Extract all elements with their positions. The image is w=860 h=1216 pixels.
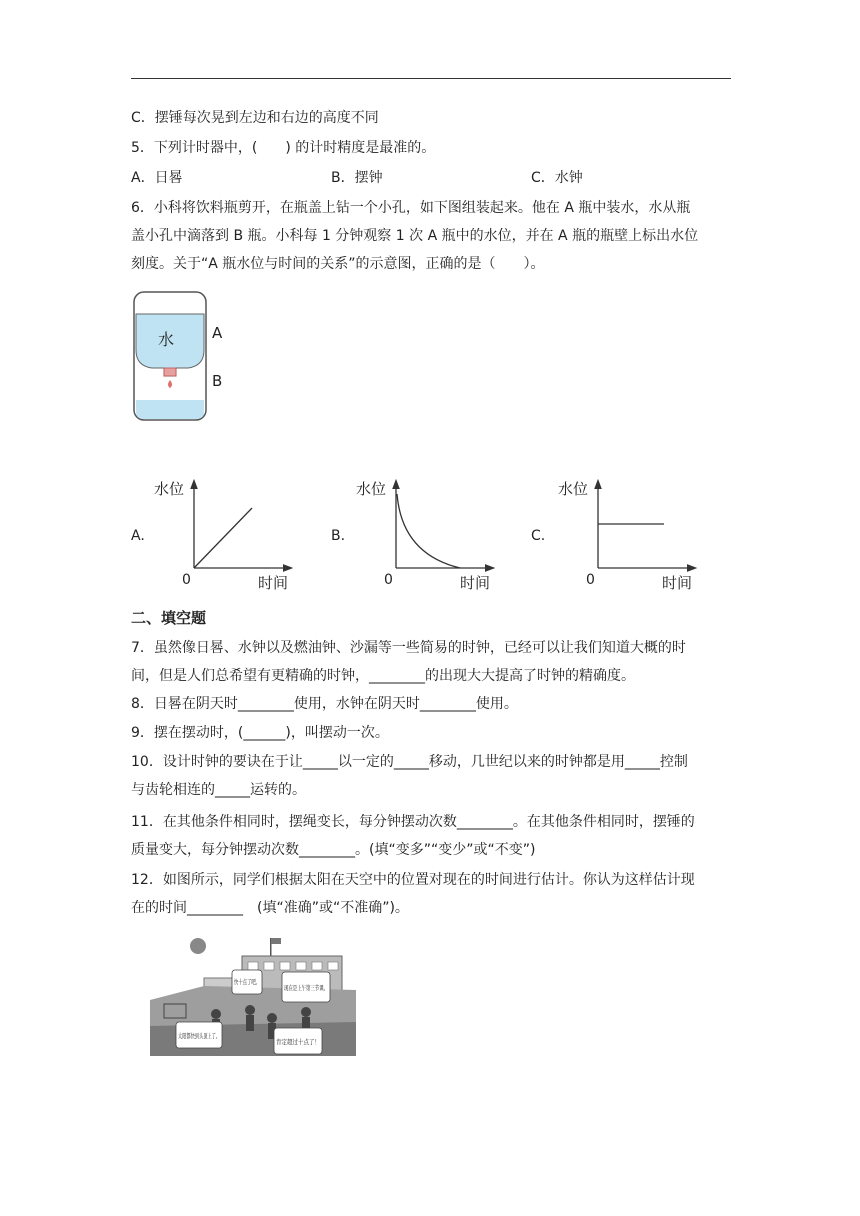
q6-option-c-letter: C. — [531, 528, 546, 544]
q6-line-1: 6．小科将饮料瓶剪开，在瓶盖上钻一个小孔，如下图组装起来。他在 A 瓶中装水，水从瓶 — [131, 200, 691, 216]
q6-line-2: 盖小孔中滴落到 B 瓶。小科每 1 分钟观察 1 次 A 瓶中的水位，并在 A 瓶的瓶壁上标出水位 — [131, 228, 699, 244]
q5-option-c: C．水钟 — [531, 170, 583, 186]
bubble-4: 肯定超过十点了！ — [276, 1038, 328, 1046]
q9: 9．摆在摆动时，(______)，叫摆动一次。 — [131, 725, 389, 741]
sun-icon — [190, 938, 206, 954]
q7-line-2: 间，但是人们总希望有更精确的时钟，________的出现大大提高了时钟的精确度。 — [131, 668, 635, 684]
q7-line-1: 7．虽然像日晷、水钟以及燃油钟、沙漏等一些简易的时钟，已经可以让我们知道大概的时 — [131, 640, 686, 656]
water-label: 水 — [158, 330, 175, 349]
q6-option-a-letter: A. — [131, 528, 145, 544]
q12-line-2: 在的时间________ (填“准确”或“不准确”)。 — [131, 900, 409, 916]
bubble-2: 现在是上午第三节课。 — [284, 984, 349, 992]
y-axis-label: 水位 — [558, 480, 589, 498]
y-axis-label: 水位 — [356, 480, 387, 498]
q5-option-b: B．摆钟 — [331, 170, 383, 186]
q5-stem: 5．下列计时器中，( ) 的计时精度是最准的。 — [131, 140, 436, 156]
origin-label: 0 — [586, 572, 595, 588]
x-axis-label: 时间 — [460, 574, 491, 592]
q6-option-b-letter: B. — [331, 528, 346, 544]
q6-graph-a — [150, 474, 300, 596]
q11-line-2: 质量变大，每分钟摆动次数________。(填“变多”“变少”或“不变”) — [131, 842, 536, 858]
section-title-fill-blank: 二、填空题 — [131, 609, 207, 627]
q4-option-c: C．摆锤每次晃到左边和右边的高度不同 — [131, 110, 379, 126]
y-axis-label: 水位 — [154, 480, 185, 498]
bubble-3: 太阳都快到头顶上了。 — [178, 1032, 243, 1040]
q8: 8．日晷在阴天时________使用，水钟在阴天时________使用。 — [131, 696, 518, 712]
q6-line-3: 刻度。关于“A 瓶水位与时间的关系”的示意图，正确的是（ ）。 — [131, 256, 545, 272]
q11-line-1: 11．在其他条件相同时，摆绳变长，每分钟摆动次数________。在其他条件相同时，摆锤的 — [131, 814, 695, 830]
bottle-b-label: B — [212, 372, 223, 390]
bottle-a-label: A — [212, 324, 223, 342]
origin-label: 0 — [384, 572, 393, 588]
q6-graph-b — [352, 474, 502, 596]
x-axis-label: 时间 — [662, 574, 693, 592]
q10-line-1: 10．设计时钟的要诀在于让_____以一定的_____移动，几世纪以来的时钟都是用_____控制 — [131, 754, 688, 770]
header-rule — [131, 78, 731, 79]
bubble-1: 快十点了吧。 — [234, 978, 273, 986]
q5-option-a: A．日晷 — [131, 170, 183, 186]
x-axis-label: 时间 — [258, 574, 289, 592]
bottle-apparatus-figure — [128, 288, 228, 424]
school-sun-scene-figure — [146, 930, 366, 1058]
origin-label: 0 — [182, 572, 191, 588]
q12-line-1: 12．如图所示，同学们根据太阳在天空中的位置对现在的时间进行估计。你认为这样估计现 — [131, 872, 695, 888]
q10-line-2: 与齿轮相连的_____运转的。 — [131, 782, 306, 798]
q6-graph-c — [554, 474, 704, 596]
